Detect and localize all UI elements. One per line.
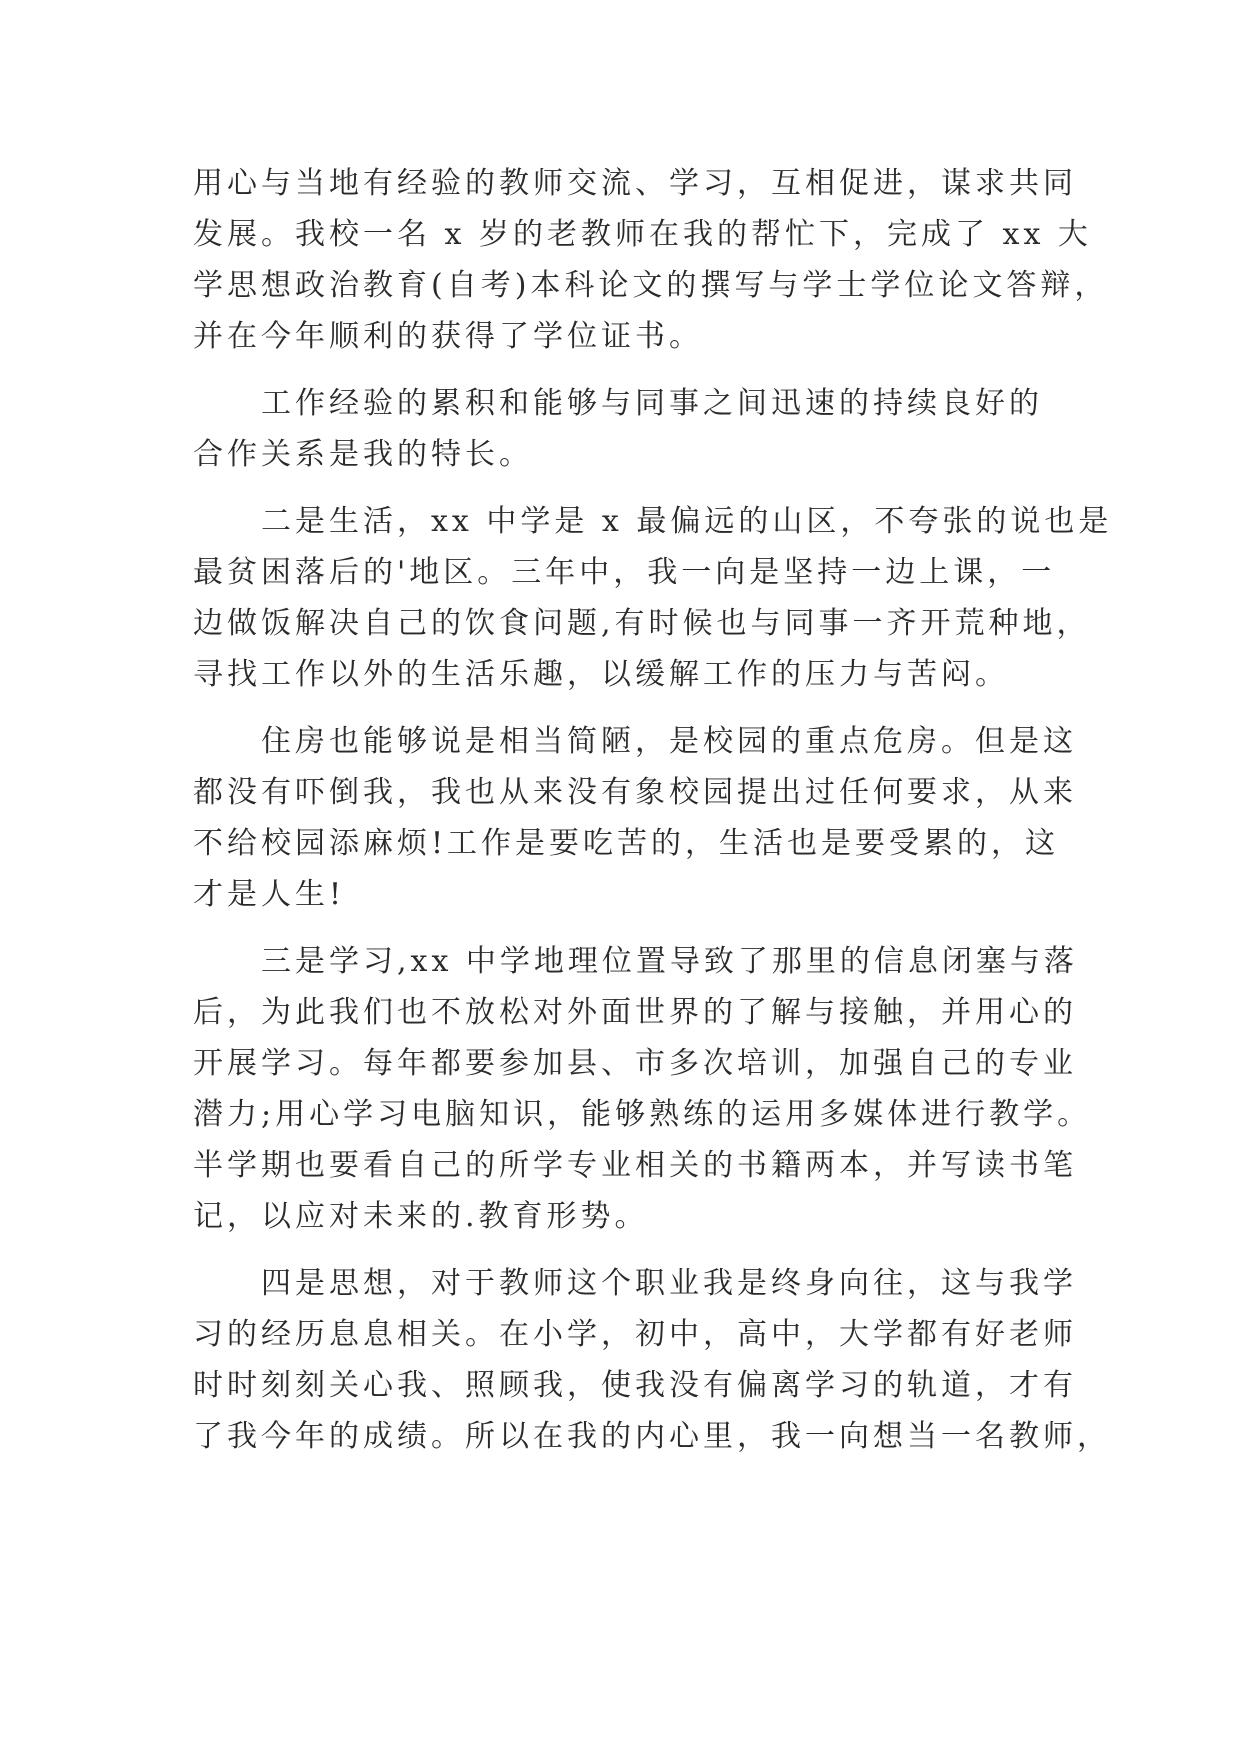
text-line: 寻找工作以外的生活乐趣，以缓解工作的压力与苦闷。 bbox=[193, 657, 1009, 692]
paragraph-1 bbox=[193, 158, 1109, 362]
text-line: 最贫困落后的'地区。三年中，我一向是坚持一边上课，一 bbox=[193, 555, 1056, 590]
text-line: 并在今年顺利的获得了学位证书。 bbox=[193, 319, 703, 354]
text-line: 记，以应对未来的.教育形势。 bbox=[193, 1199, 649, 1234]
text-line: 住房也能够说是相当简陋，是校园的重点危房。但是这 bbox=[261, 724, 1077, 759]
paragraph-3 bbox=[193, 496, 1113, 700]
text-line: 潜力;用心学习电脑知识，能够熟练的运用多媒体进行教学。 bbox=[193, 1097, 1092, 1132]
text-line: 后，为此我们也不放松对外面世界的了解与接触，并用心的 bbox=[193, 995, 1077, 1030]
document-body bbox=[193, 158, 1113, 1462]
paragraph-4 bbox=[193, 716, 1093, 920]
text-line: 发展。我校一名 x 岁的老教师在我的帮忙下，完成了 xx 大 bbox=[193, 217, 1092, 252]
text-line: 工作经验的累积和能够与同事之间迅速的持续良好的 bbox=[261, 386, 1043, 421]
paragraph-5 bbox=[193, 936, 1093, 1242]
text-line: 才是人生! bbox=[193, 877, 346, 912]
text-line: 习的经历息息相关。在小学，初中，高中，大学都有好老师 bbox=[193, 1317, 1077, 1352]
text-line: 半学期也要看自己的所学专业相关的书籍两本，并写读书笔 bbox=[193, 1148, 1077, 1183]
text-line: 时时刻刻关心我、照顾我，使我没有偏离学习的轨道，才有 bbox=[193, 1368, 1077, 1403]
text-line: 开展学习。每年都要参加县、市多次培训，加强自己的专业 bbox=[193, 1046, 1077, 1081]
paragraph-6 bbox=[193, 1258, 1111, 1462]
text-line: 边做饭解决自己的饮食问题,有时候也与同事一齐开荒种地， bbox=[193, 606, 1091, 641]
text-line: 了我今年的成绩。所以在我的内心里，我一向想当一名教师， bbox=[193, 1419, 1111, 1454]
text-line: 都没有吓倒我，我也从来没有象校园提出过任何要求，从来 bbox=[193, 775, 1077, 810]
text-line: 用心与当地有经验的教师交流、学习，互相促进，谋求共同 bbox=[193, 166, 1077, 201]
paragraph-2 bbox=[193, 378, 1093, 480]
text-line: 不给校园添麻烦!工作是要吃苦的，生活也是要受累的，这 bbox=[193, 826, 1060, 861]
text-line: 合作关系是我的特长。 bbox=[193, 437, 533, 472]
text-line: 二是生活，xx 中学是 x 最偏远的山区，不夸张的说也是 bbox=[261, 504, 1113, 539]
text-line: 四是思想，对于教师这个职业我是终身向往，这与我学 bbox=[261, 1266, 1077, 1301]
text-line: 三是学习,xx 中学地理位置导致了那里的信息闭塞与落 bbox=[261, 944, 1078, 979]
text-line: 学思想政治教育(自考)本科论文的撰写与学士学位论文答辩， bbox=[193, 268, 1109, 303]
